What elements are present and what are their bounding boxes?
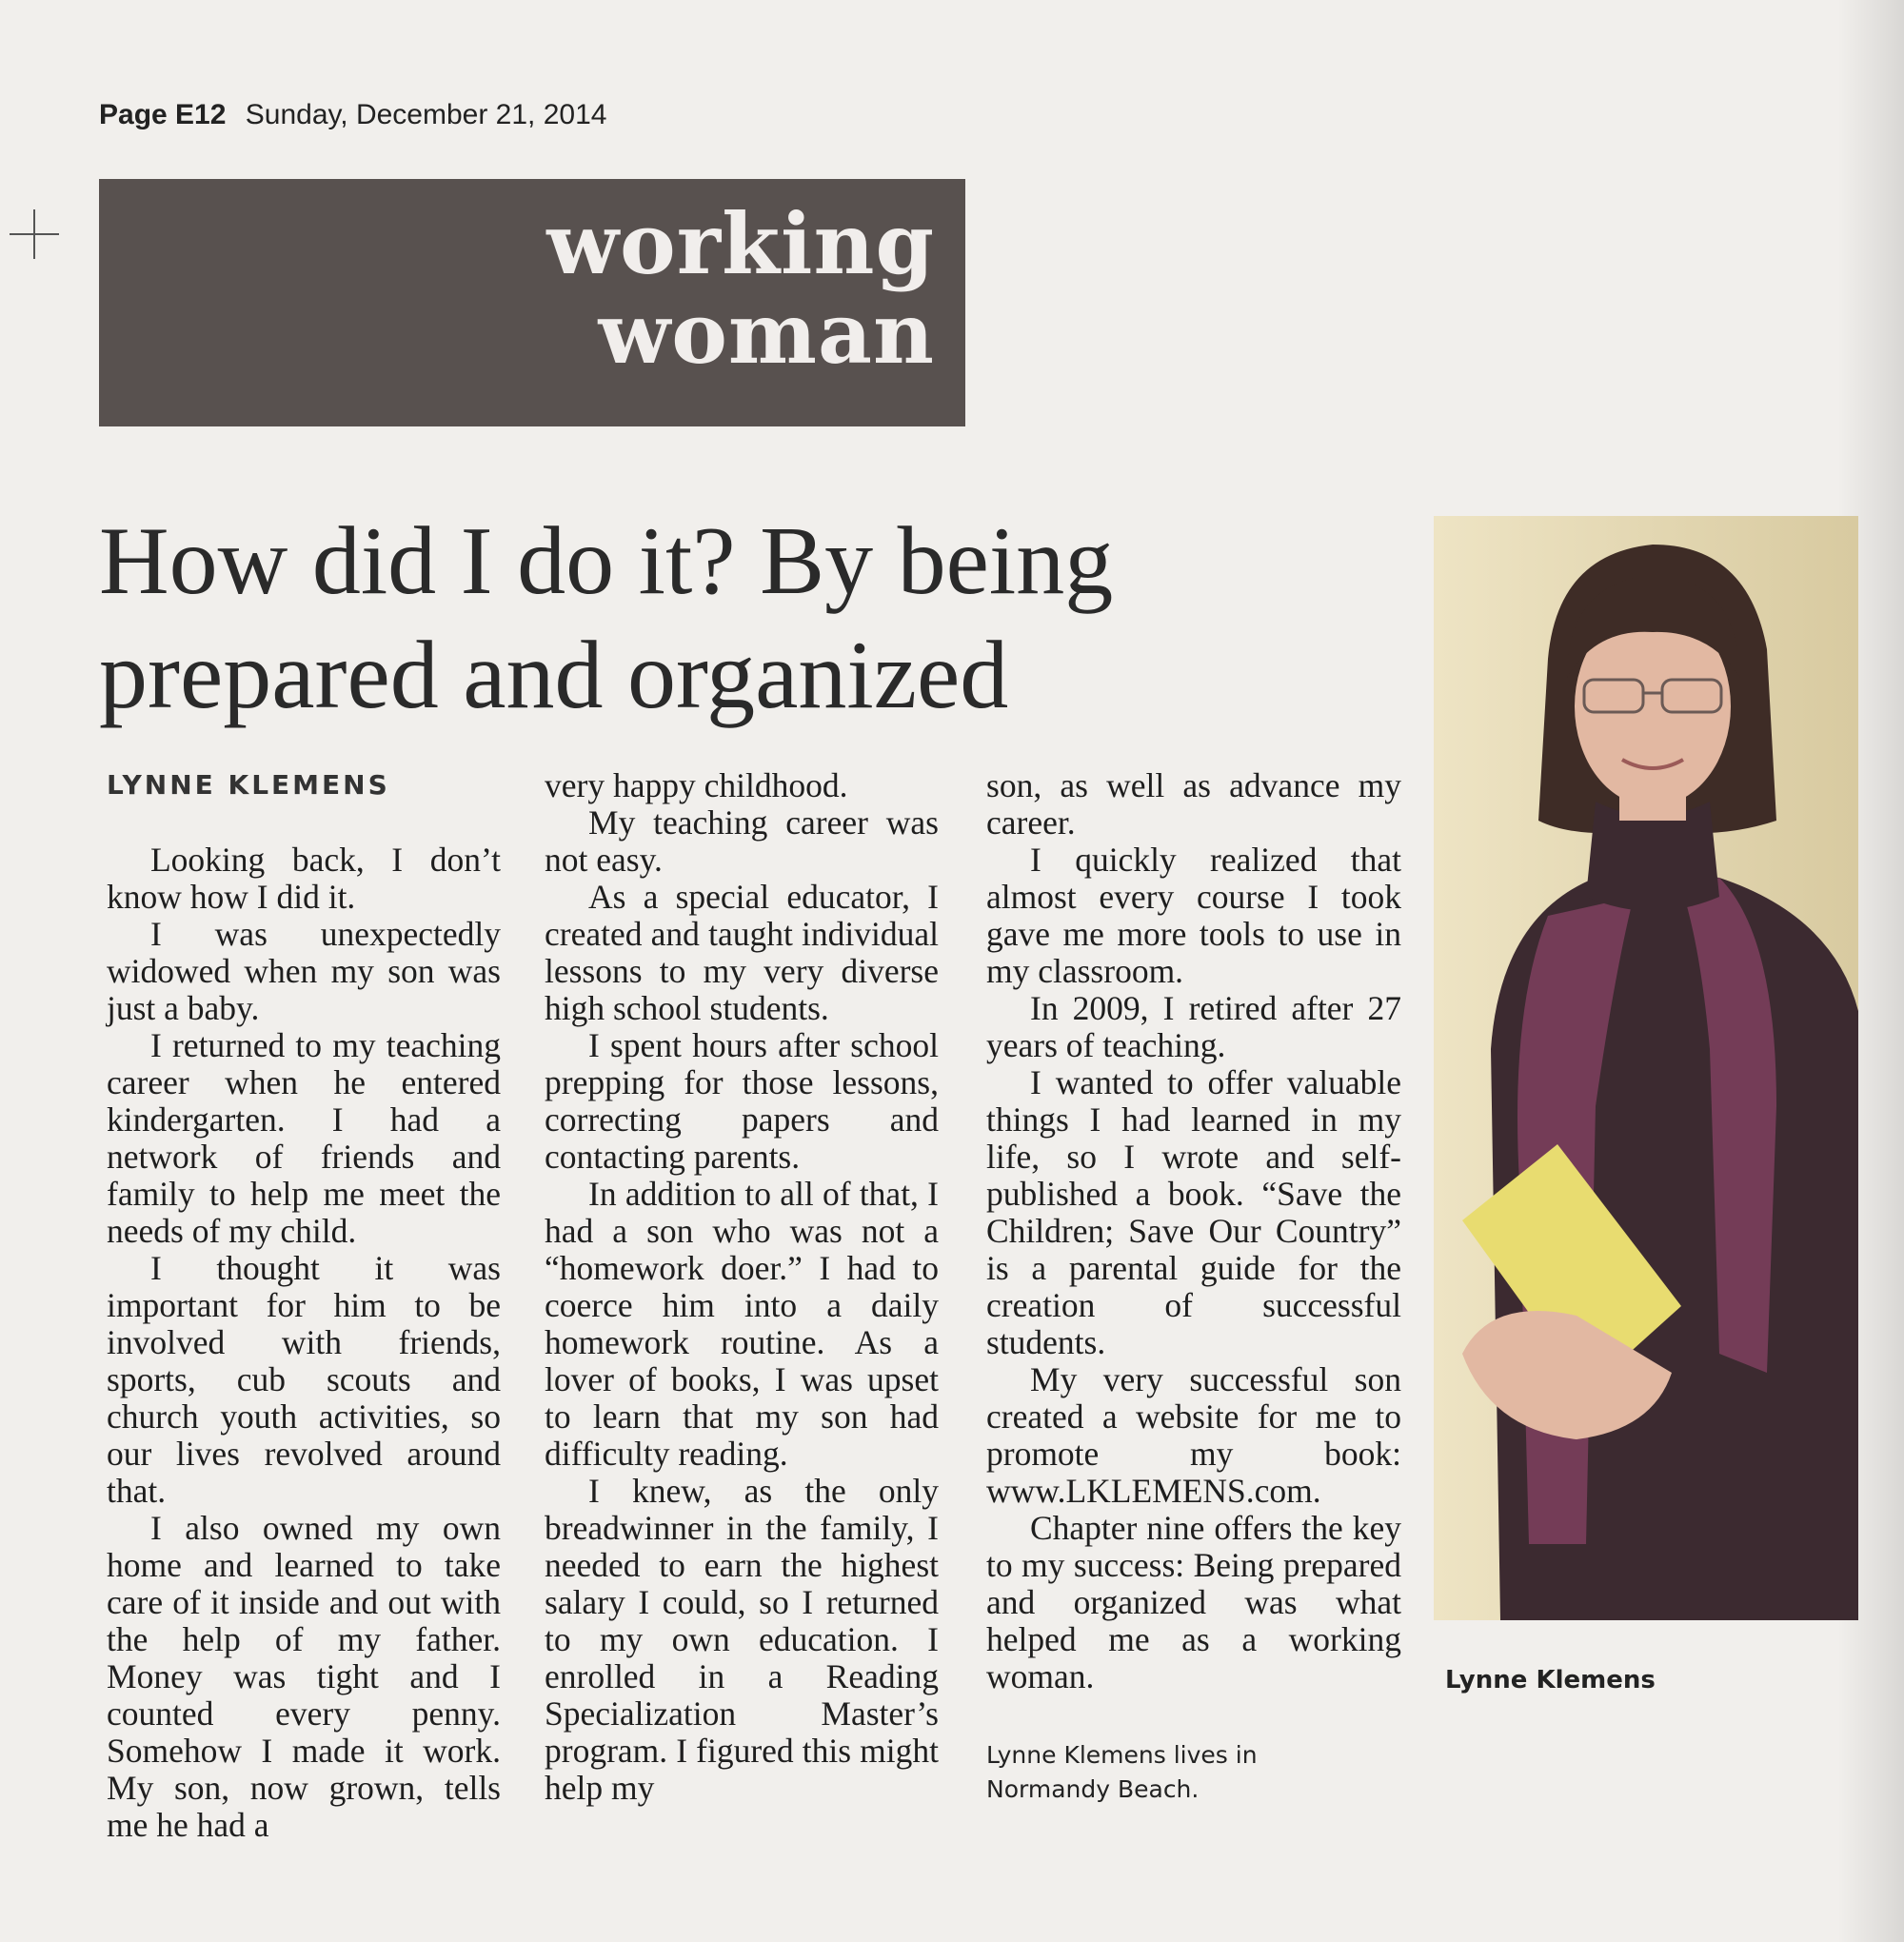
author-photo bbox=[1434, 516, 1858, 1620]
paragraph: Chapter nine offers the key to my success: Being prepared and organized was what helped me as a working woman. bbox=[986, 1509, 1401, 1695]
paragraph: I quickly realized that almost every course I took gave me more tools to use in my classroom. bbox=[986, 841, 1401, 990]
paragraph: As a special educator, I created and taught individual lessons to my very diverse high school students. bbox=[545, 878, 939, 1027]
article-column-1 bbox=[107, 842, 501, 1844]
paragraph: I knew, as the only breadwinner in the family, I needed to earn the highest salary I could, so I returned to my own education. I enrolled in a Reading Specialization Master’s program. I figured this might help my bbox=[545, 1472, 939, 1807]
headline-line-1: How did I do it? By being bbox=[99, 507, 1114, 615]
author-note: Lynne Klemens lives in Normandy Beach. bbox=[986, 1741, 1258, 1803]
portrait-illustration bbox=[1434, 516, 1858, 1620]
page-number: Page E12 bbox=[99, 99, 227, 130]
paragraph: I thought it was important for him to be involved with friends, sports, cub scouts and church youth activities, so our lives revolved around that. bbox=[107, 1249, 501, 1510]
publication-date: Sunday, December 21, 2014 bbox=[245, 99, 607, 130]
paragraph: I was unexpectedly widowed when my son was just a baby. bbox=[107, 915, 501, 1027]
paragraph: I also owned my own home and learned to take care of it inside and out with the help of my father. Money was tight and I counted every penny. Somehow I made it work. My son, now grown, tells me he had a bbox=[107, 1509, 501, 1844]
section-banner-line-2: woman bbox=[598, 284, 935, 383]
article-byline: LYNNE KLEMENS bbox=[107, 769, 390, 801]
photo-caption: Lynne Klemens bbox=[1445, 1666, 1656, 1694]
paragraph-continued: very happy childhood. bbox=[545, 766, 848, 804]
article-column-3 bbox=[986, 767, 1401, 1695]
paragraph: I wanted to offer valuable things I had learned in my life, so I wrote and self-published a book. “Save the Children; Save Our Country” is a parental guide for the creation of successful students. bbox=[986, 1063, 1401, 1361]
paragraph: In addition to all of that, I had a son who was not a “homework doer.” I had to coerce him into a daily homework routine. As a lover of books, I was upset to learn that my son had difficulty reading. bbox=[545, 1175, 939, 1473]
paragraph: In 2009, I retired after 27 years of teaching. bbox=[986, 989, 1401, 1064]
section-banner-line-1: working bbox=[546, 194, 935, 293]
headline-line-2: prepared and organized bbox=[99, 622, 1009, 729]
paragraph: My very successful son created a website for me to promote my book: www.LKLEMENS.com. bbox=[986, 1360, 1401, 1510]
page-folio bbox=[99, 99, 606, 131]
section-banner bbox=[99, 179, 965, 426]
paragraph: My teaching career was not easy. bbox=[545, 803, 939, 879]
crop-mark-icon bbox=[10, 209, 59, 259]
paragraph: I spent hours after school prepping for those lessons, correcting papers and contacting parents. bbox=[545, 1026, 939, 1176]
article-headline bbox=[99, 505, 1413, 733]
paragraph: I returned to my teaching career when he entered kindergarten. I had a network of friends and family to help me meet the needs of my child. bbox=[107, 1026, 501, 1250]
article-column-2 bbox=[545, 767, 939, 1807]
paragraph: Looking back, I don’t know how I did it. bbox=[107, 841, 501, 916]
paragraph-continued: son, as well as advance my career. bbox=[986, 766, 1401, 842]
